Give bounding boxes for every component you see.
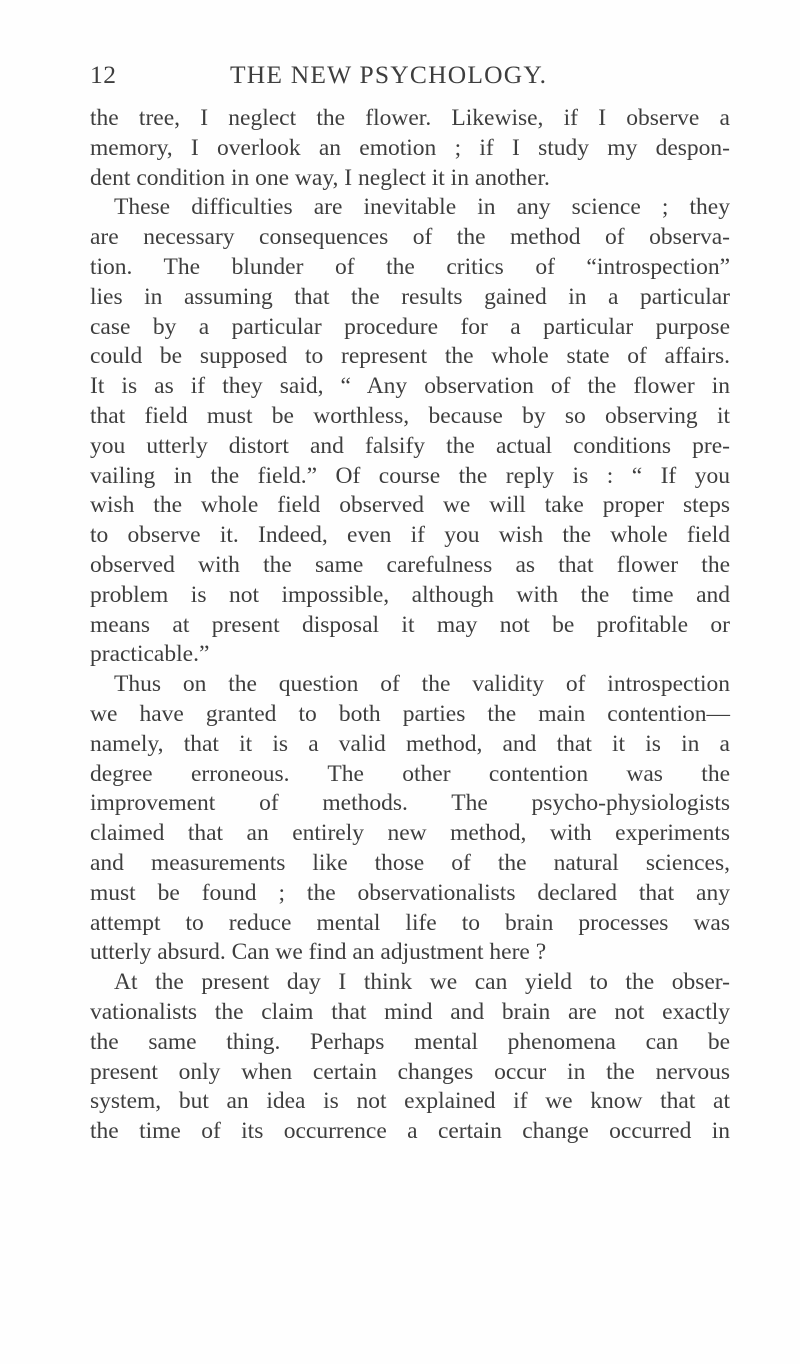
text-line: we have granted to both parties the main contention— xyxy=(90,700,730,727)
page-number: 12 xyxy=(90,60,117,89)
text-line: vationalists the claim that mind and brain are not exactly xyxy=(90,998,730,1025)
text-line: could be supposed to represent the whole state of affairs. xyxy=(90,343,730,370)
text-line: vailing in the field.” Of course the reply is : “ If you xyxy=(90,462,730,489)
text-line: are necessary consequences of the method of observa- xyxy=(90,224,730,251)
text-line: observed with the same carefulness as that flower the xyxy=(90,551,730,578)
text-line: means at present disposal it may not be profitable or xyxy=(90,611,730,638)
page-header xyxy=(90,60,730,96)
text-line: you utterly distort and falsify the actual conditions pre- xyxy=(90,432,730,459)
text-line: tion. The blunder of the critics of “introspection” xyxy=(90,253,730,280)
text-line: namely, that it is a valid method, and that it is in a xyxy=(90,730,730,757)
text-line: claimed that an entirely new method, with experiments xyxy=(90,820,730,847)
text-line: must be found ; the observationalists declared that any xyxy=(90,879,730,906)
text-line: attempt to reduce mental life to brain processes was xyxy=(90,909,730,936)
text-line: the same thing. Perhaps mental phenomena can be xyxy=(90,1028,730,1055)
text-line: the tree, I neglect the flower. Likewise, if I observe a xyxy=(90,105,730,131)
text-line: degree erroneous. The other contention was the xyxy=(90,760,730,787)
text-line: case by a particular procedure for a particular purpose xyxy=(90,313,730,340)
text-line: lies in assuming that the results gained in a particular xyxy=(90,283,730,310)
text-line: to observe it. Indeed, even if you wish the whole field xyxy=(90,522,730,549)
text-line: system, but an idea is not explained if we know that at xyxy=(90,1088,730,1115)
running-head: THE NEW PSYCHOLOGY. xyxy=(230,60,548,89)
text-line: It is as if they said, “ Any observation of the flower in xyxy=(90,373,730,400)
body-text xyxy=(90,104,730,1147)
text-line: the time of its occurrence a certain change occurred in xyxy=(90,1118,730,1145)
text-line: improvement of methods. The psycho-physiologists xyxy=(90,790,730,817)
text-line: dent condition in one way, I neglect it in another. xyxy=(90,164,550,191)
text-line: Thus on the question of the validity of introspection xyxy=(114,671,730,698)
text-line: practicable.” xyxy=(90,641,210,668)
text-line: At the present day I think we can yield to the obser- xyxy=(114,969,730,996)
text-line: utterly absurd. Can we find an adjustment here ? xyxy=(90,939,547,966)
text-line: and measurements like those of the natural sciences, xyxy=(90,849,730,876)
text-line: present only when certain changes occur in the nervous xyxy=(90,1058,730,1085)
text-line: problem is not impossible, although with the time and xyxy=(90,581,730,608)
text-line: These difficulties are inevitable in any science ; they xyxy=(114,194,730,221)
text-line: memory, I overlook an emotion ; if I study my despon- xyxy=(90,134,730,161)
text-line: wish the whole field observed we will take proper steps xyxy=(90,492,730,519)
text-line: that field must be worthless, because by so observing it xyxy=(90,402,730,429)
